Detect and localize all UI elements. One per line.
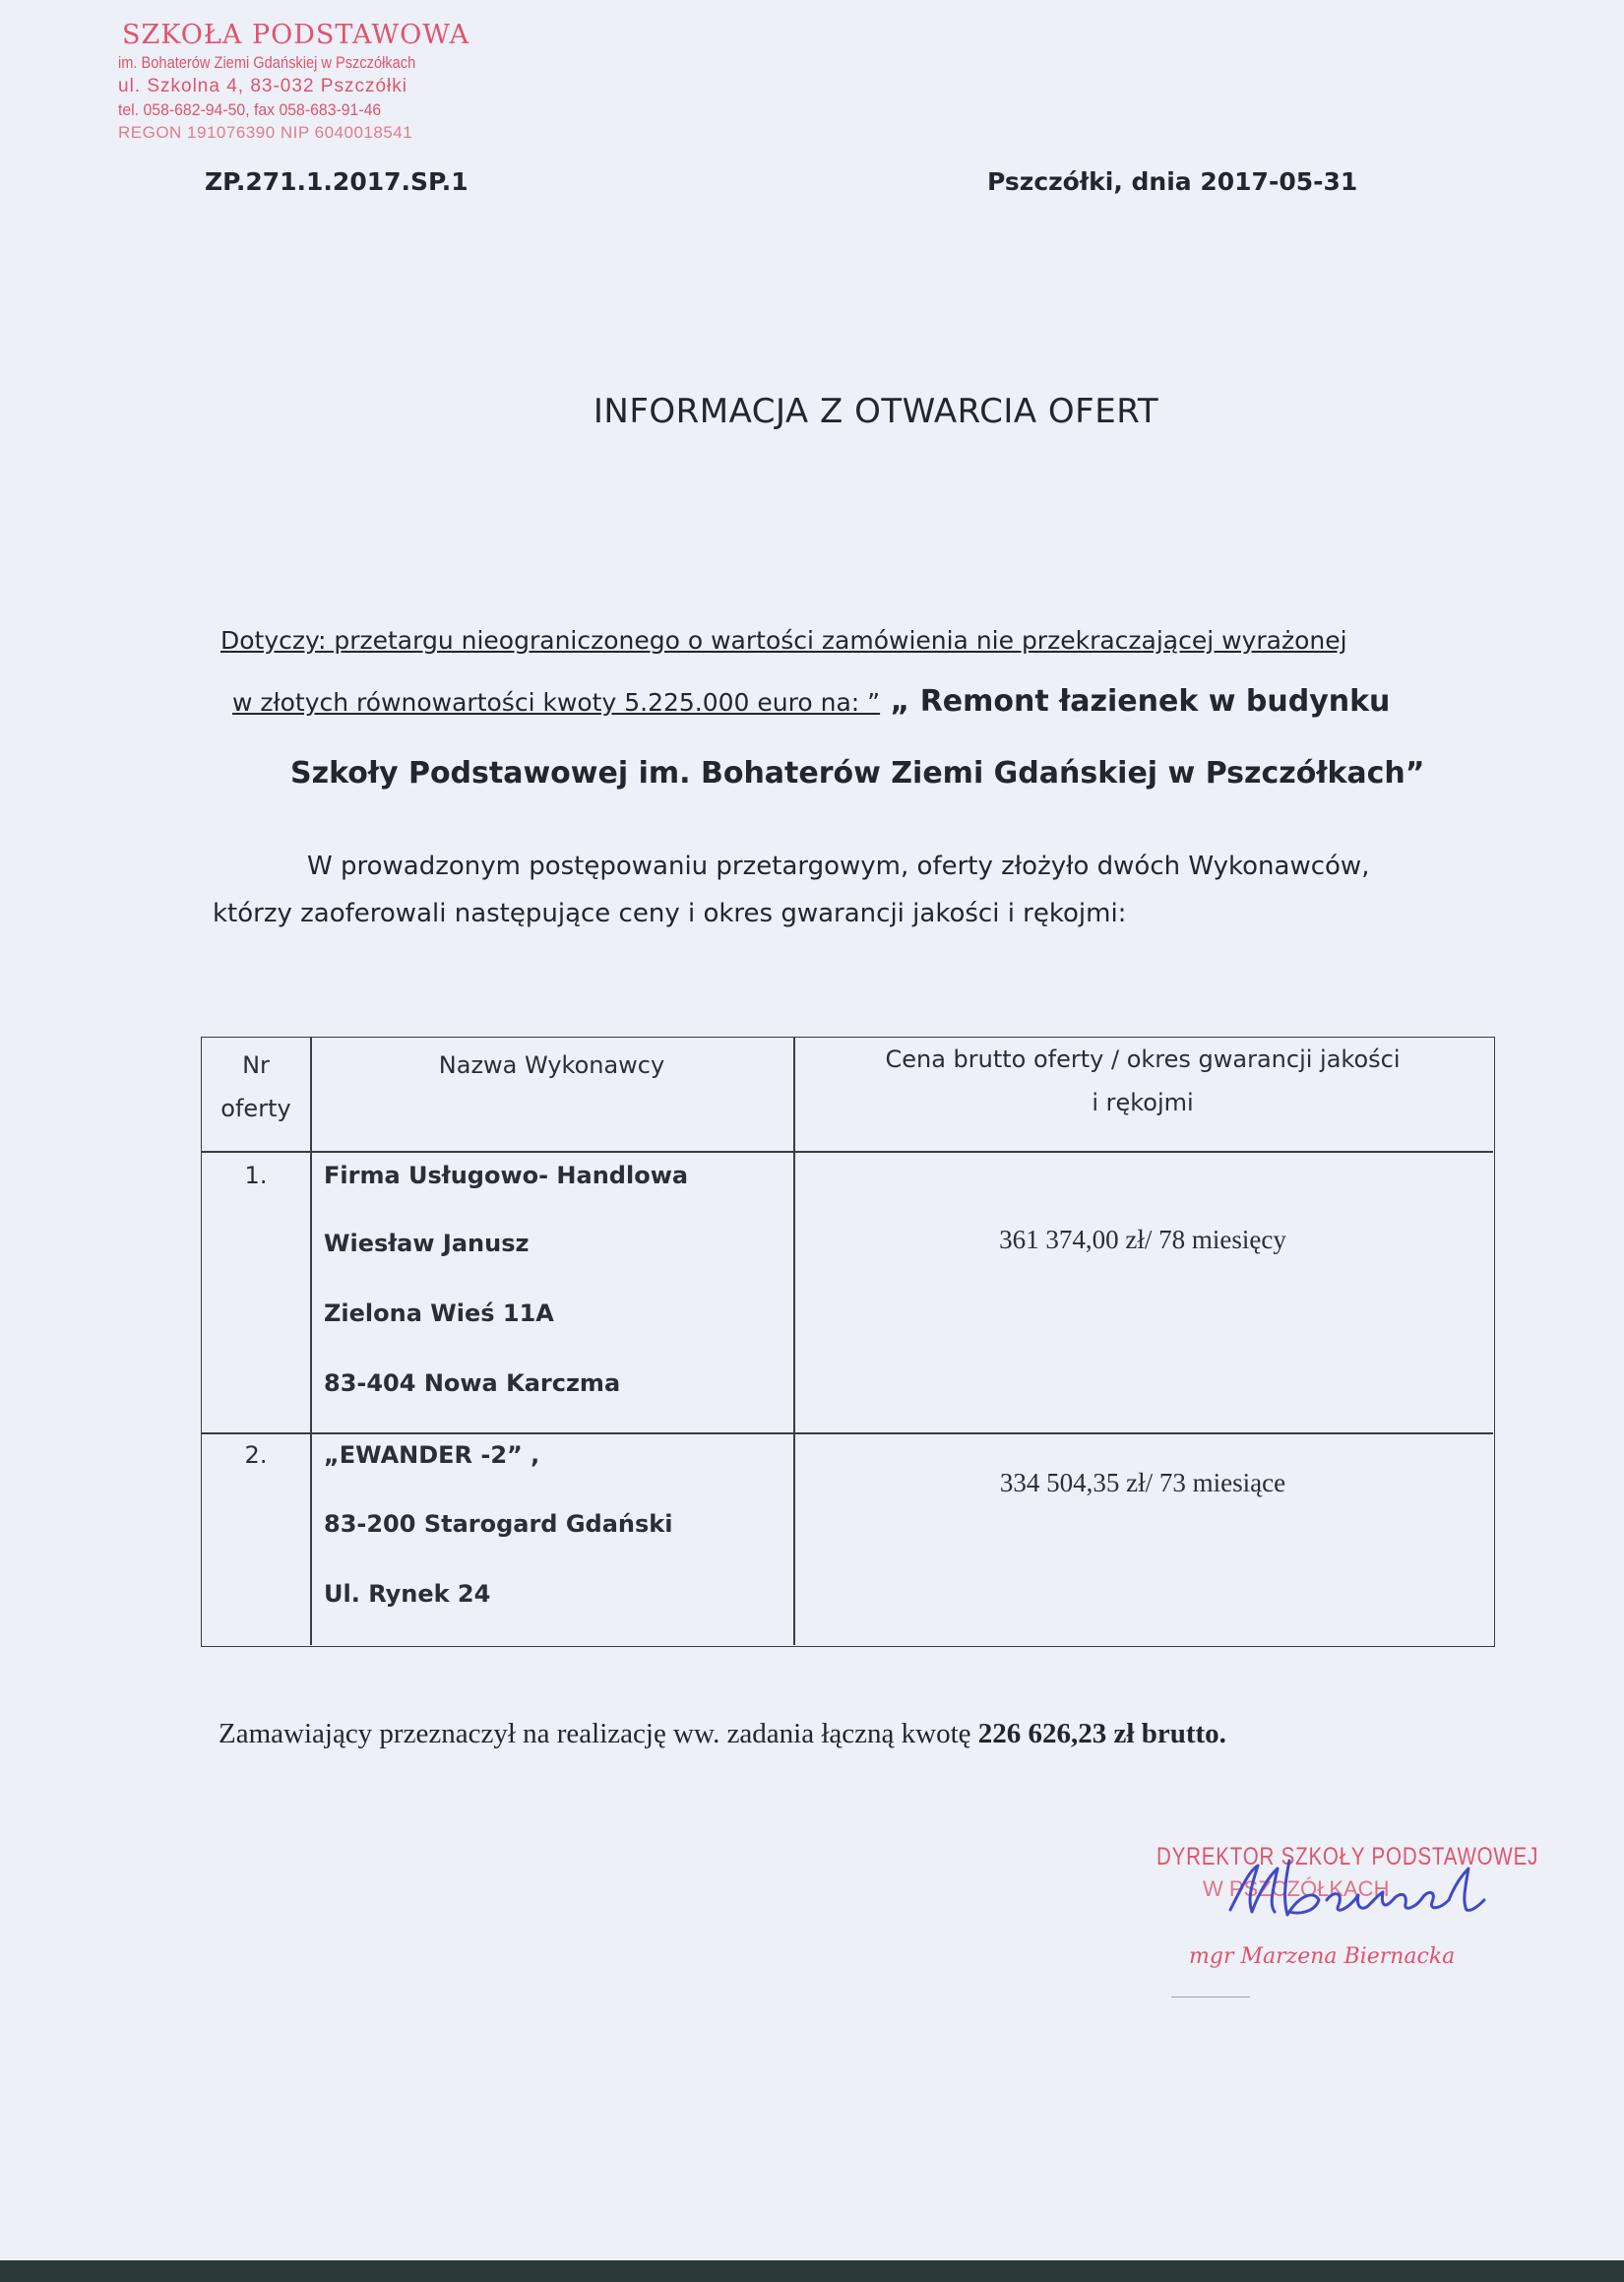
row-2-name-line-3: Ul. Rynek 24 xyxy=(324,1580,491,1608)
stamp-line-1: SZKOŁA PODSTAWOWA xyxy=(122,20,470,50)
header-nr-line-2: oferty xyxy=(220,1095,291,1122)
place-date: Pszczółki, dnia 2017-05-31 xyxy=(987,167,1358,196)
header-price xyxy=(793,1038,1492,1124)
summary-amount: 226 626,23 zł brutto. xyxy=(977,1718,1226,1749)
header-nr xyxy=(202,1044,310,1130)
subject-line-2-text: w złotych równowartości kwoty 5.225.000 euro na: ” xyxy=(232,688,881,717)
row-2-nr: 2. xyxy=(244,1441,268,1469)
reference-number: ZP.271.1.2017.SP.1 xyxy=(205,167,468,196)
table-divider xyxy=(793,1038,795,1645)
director-stamp-line-1: DYREKTOR SZKOŁY PODSTAWOWEJ xyxy=(1156,1843,1539,1870)
intro-line-2: którzy zaoferowali następujące ceny i okres gwarancji jakości i rękojmi: xyxy=(213,899,1127,928)
summary-line xyxy=(219,1718,1226,1750)
handwritten-signature xyxy=(1220,1841,1496,1949)
subject-line-2-bold: „ Remont łazienek w budynku xyxy=(880,684,1391,719)
header-price-line-1: Cena brutto oferty / okres gwarancji jakości xyxy=(885,1046,1401,1073)
row-2-name-line-2: 83-200 Starogard Gdański xyxy=(324,1510,673,1538)
offers-table xyxy=(201,1037,1495,1647)
document-title: INFORMACJA Z OTWARCIA OFERT xyxy=(593,392,1159,431)
subject-line-1: Dotyczy: przetargu nieograniczonego o wartości zamówienia nie przekraczającej wyrażonej xyxy=(220,626,1347,655)
header-price-line-2: i rękojmi xyxy=(1092,1089,1194,1116)
stamp-line-3: ul. Szkolna 4, 83-032 Pszczółki xyxy=(118,76,407,96)
director-stamp-line-2: W PSZCZÓŁKACH xyxy=(1203,1876,1390,1901)
row-1-name-line-2: Wiesław Janusz xyxy=(324,1230,530,1257)
subject-line-2 xyxy=(232,684,1390,719)
table-divider xyxy=(310,1038,312,1645)
stamp-line-5: REGON 191076390 NIP 6040018541 xyxy=(118,123,413,142)
row-1-price: 361 374,00 zł/ 78 miesięcy xyxy=(999,1225,1286,1254)
row-1-nr: 1. xyxy=(244,1162,268,1189)
table-divider xyxy=(202,1151,1493,1153)
row-1-name-line-3: Zielona Wieś 11A xyxy=(324,1299,554,1327)
header-nr-line-1: Nr xyxy=(242,1051,270,1079)
school-stamp xyxy=(118,22,492,141)
row-2-price: 334 504,35 zł/ 73 miesiące xyxy=(999,1468,1286,1497)
row-1-name-line-4: 83-404 Nowa Karczma xyxy=(324,1369,621,1397)
table-divider xyxy=(202,1432,1493,1434)
row-1-name-line-1: Firma Usługowo- Handlowa xyxy=(324,1162,689,1189)
summary-text: Zamawiający przeznaczył na realizację ww. zadania łączną kwotę xyxy=(219,1718,978,1749)
intro-line-1: W prowadzonym postępowaniu przetargowym, oferty złożyło dwóch Wykonawców, xyxy=(307,852,1370,881)
scan-bottom-edge xyxy=(0,2260,1624,2282)
header-name: Nazwa Wykonawcy xyxy=(438,1051,665,1079)
stamp-line-4: tel. 058-682-94-50, fax 058-683-91-46 xyxy=(118,100,382,119)
subject-line-3: Szkoły Podstawowej im. Bohaterów Ziemi Gdańskiej w Pszczółkach” xyxy=(290,756,1425,791)
director-name: mgr Marzena Biernacka xyxy=(1189,1944,1456,1969)
row-2-name-line-1: „EWANDER -2” , xyxy=(324,1441,540,1469)
stamp-line-2: im. Bohaterów Ziemi Gdańskiej w Pszczółkach xyxy=(118,53,416,72)
